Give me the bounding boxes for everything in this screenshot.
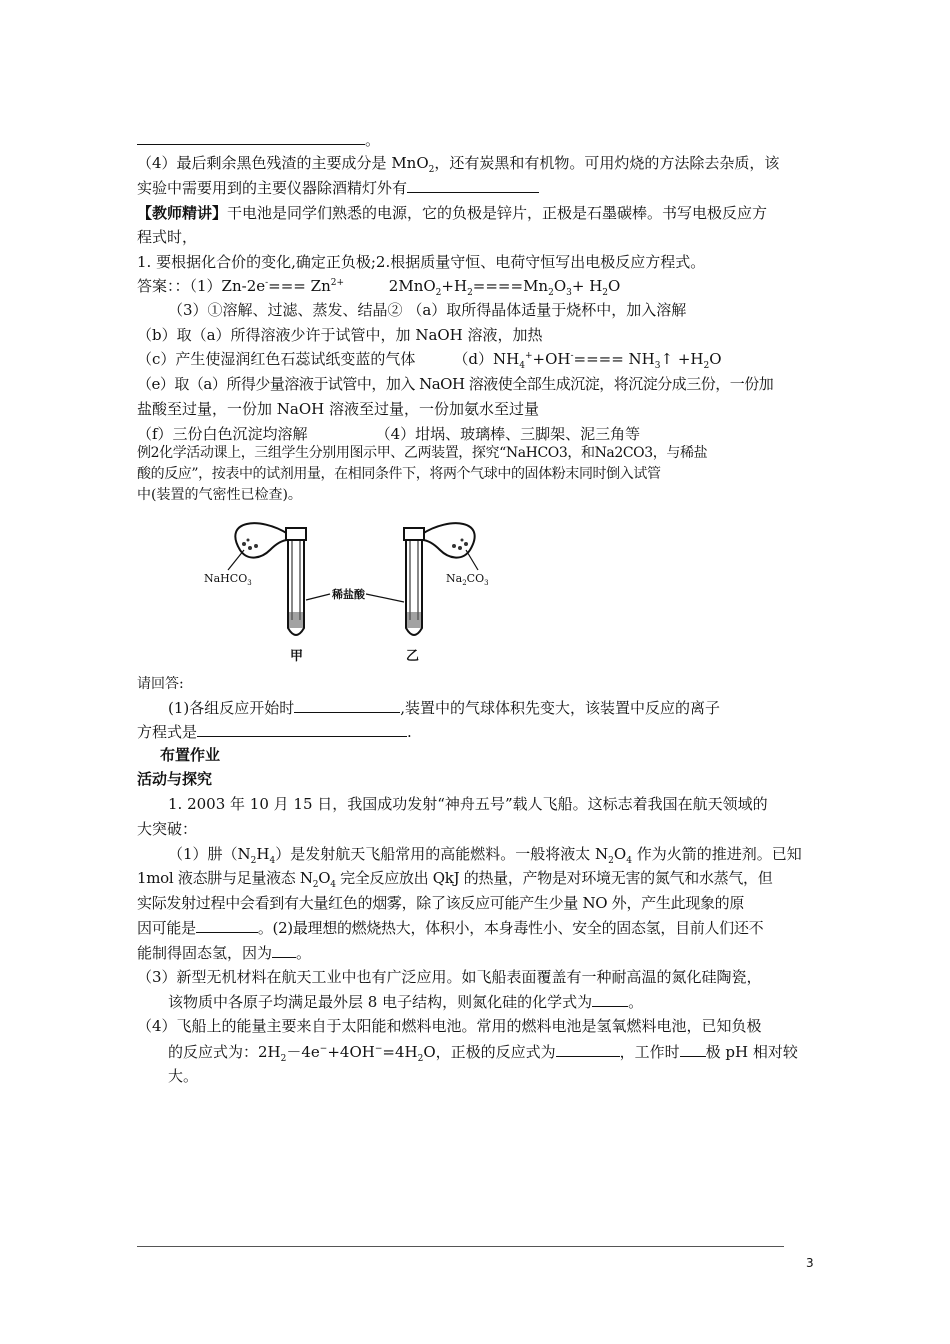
answer-blank: [680, 1039, 706, 1057]
left-reagent-label: NaHCO$_3$: [204, 572, 252, 587]
answer-blank: [407, 175, 539, 193]
answer-line: （f）三份白色沉淀均溶解 （4）坩埚、玻璃棒、三脚架、泥三角等: [137, 425, 641, 443]
answer-blank: [196, 915, 258, 933]
question-line: 大。: [168, 1067, 199, 1085]
answer-line: 答案：：$(1)Zn-2e^-=== Zn^{2+}$ $2MnO_2+H_2====Mn_2O_3+ H_2O$: [137, 277, 621, 298]
question-line: 1. 2003 年 10 月 15 日，我国成功发射“神舟五号”载人飞船。这标志着我国在航天领域的: [168, 795, 768, 813]
question-line: 实际发射过程中会看到有大量红色的烟雾，除了该反应可能产生少量 NO 外，产生此现象的原: [137, 894, 745, 912]
text-line: 【教师精讲】干电池是同学们熟悉的电源，它的负极是锌片，正极是石墨碳棒。书写电极反应方: [137, 204, 768, 222]
text-line: 程式时，: [137, 228, 198, 246]
right-apparatus-label: 乙: [406, 649, 420, 664]
answer-line: （b）取（a）所得溶液少许于试管中，加 NaOH 溶液，加热: [137, 326, 543, 344]
question-line: 1mol 液态肼与足量液态 $N_2O_4$ 完全反应放出 QkJ 的热量，产物是对环境无害的氮气和水蒸气，但: [137, 869, 773, 890]
acid-label: 稀盐酸: [332, 588, 365, 601]
right-stopper: [404, 528, 424, 540]
text-line: （4）最后剩余黑色残渣的主要成分是 MnO$_2$，还有炭黑和有机物。可用灼烧的方法除去杂质，该: [137, 154, 780, 175]
text-line: 。: [137, 127, 817, 151]
question-line: 该物质中各原子均满足最外层 8 电子结构，则氮化硅的化学式为 。: [168, 989, 848, 1013]
question-line: 能制得固态氢，因为 。: [137, 940, 817, 964]
question-line: （4）飞船上的能量主要来自于太阳能和燃料电池。常用的燃料电池是氢氧燃料电池，已知负极: [137, 1017, 762, 1035]
answer-blank: [556, 1039, 620, 1057]
answer-blank: [137, 127, 365, 145]
answer-line: （e）取（a）所得少量溶液于试管中，加入 NaOH 溶液使全部生成沉淀，将沉淀分成三份，一份加: [137, 375, 774, 393]
text-line: 实验中需要用到的主要仪器除酒精灯外有: [137, 175, 817, 199]
teacher-note-heading: 【教师精讲】: [137, 204, 228, 222]
answer-blank: [197, 719, 407, 737]
text-line: 请回答:: [137, 676, 184, 692]
example-text: 例2化学活动课上，三组学生分别用图示甲、乙两装置，探究“NaHCO3，和Na2CO3，与稀盐: [137, 445, 708, 461]
left-apparatus-label: 甲: [290, 649, 304, 664]
footer-divider: [137, 1246, 784, 1247]
question-line: 因可能是 。(2)最理想的燃烧热大，体积小，本身毒性小、安全的固态氢，目前人们还不: [137, 915, 817, 939]
answer-line: （3）①溶解、过滤、蒸发、结晶② （a）取所得晶体适量于烧杯中，加入溶解: [168, 301, 687, 319]
example-text: 酸的反应”，按表中的试剂用量，在相同条件下，将两个气球中的固体粉末同时倒入试管: [137, 466, 661, 482]
question-line: 的反应式为：$2H_2-4e^-+4OH^-=4H_2O$，正极的反应式为 ，工作时 极 pH 相对较: [168, 1039, 848, 1063]
question-line: （1）肼$(N_2H_4)$是发射航天飞船常用的高能燃料。一般将液太 $N_2O_4$ 作为火箭的推进剂。已知: [168, 845, 802, 866]
apparatus-figure: [200, 510, 510, 668]
activity-heading: 活动与探究: [137, 770, 213, 788]
left-balloon: [235, 523, 288, 557]
right-acid: [407, 612, 421, 628]
answer-blank: [272, 940, 296, 958]
text-line: 1. 要根据化合价的变化,确定正负极;2.根据质量守恒、电荷守恒写出电极反应方程式。: [137, 253, 706, 271]
answer-blank: [592, 989, 628, 1007]
example-text: 中(装置的气密性已检查)。: [137, 487, 302, 503]
left-stopper: [286, 528, 306, 540]
answer-line: （c）产生使湿润红色石蕊试纸变蓝的气体 $(d)NH_4^++OH^-====$ $NH_3↑ +H_2O$: [137, 350, 722, 371]
question-line: 方程式是 .: [137, 719, 817, 743]
left-acid: [289, 612, 303, 628]
question-line: （3）新型无机材料在航天工业中也有广泛应用。如飞船表面覆盖有一种耐高温的氮化硅陶瓷，: [137, 968, 762, 986]
question-line: 大突破：: [137, 820, 198, 838]
answer-blank: [294, 695, 400, 713]
question-line: (1)各组反应开始时 ,装置中的气球体积先变大，该装置中反应的离子: [168, 695, 848, 719]
homework-heading: 布置作业: [160, 746, 221, 764]
page-number: 3: [806, 1256, 814, 1270]
answer-line: 盐酸至过量，一份加 NaOH 溶液至过量，一份加氨水至过量: [137, 400, 539, 418]
right-reagent-label: $Na_2CO_3$: [446, 572, 489, 587]
